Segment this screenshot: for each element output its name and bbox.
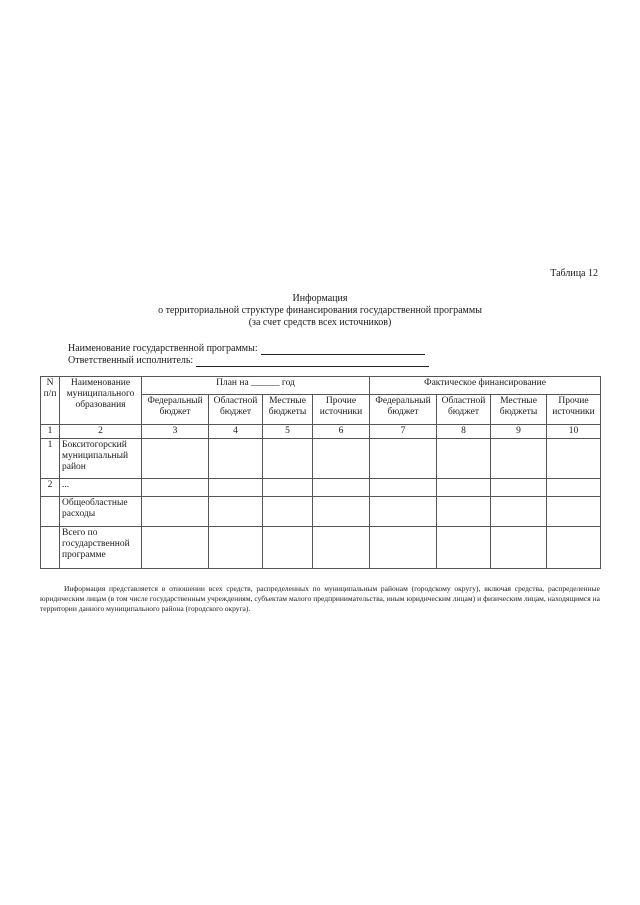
heading-title: Информация bbox=[292, 293, 348, 304]
data-cell[interactable] bbox=[263, 479, 313, 497]
row-num: 1 bbox=[41, 439, 60, 479]
executor-row bbox=[68, 355, 429, 367]
row-name: Бокситогорский муниципальный район bbox=[60, 439, 142, 479]
data-cell[interactable] bbox=[142, 497, 209, 527]
header-plan-group: План на ______ год bbox=[142, 377, 370, 395]
index-cell: 1 bbox=[41, 425, 60, 439]
data-cell[interactable] bbox=[313, 479, 370, 497]
index-cell: 8 bbox=[437, 425, 491, 439]
index-cell: 6 bbox=[313, 425, 370, 439]
data-cell[interactable] bbox=[370, 479, 437, 497]
data-cell[interactable] bbox=[263, 527, 313, 569]
data-cell[interactable] bbox=[370, 439, 437, 479]
header-plan-regional: Областной бюджет bbox=[209, 395, 263, 425]
table-row bbox=[41, 527, 601, 569]
data-cell[interactable] bbox=[142, 439, 209, 479]
row-name: Всего по государственной программе bbox=[60, 527, 142, 569]
data-cell[interactable] bbox=[370, 527, 437, 569]
data-cell[interactable] bbox=[263, 497, 313, 527]
footnote: Информация представляется в отношении всех средств, распределенных по муниципальным районам (городскому округу), включая средства, распределенные юридическим лицам (в том числе государственным учреждениям, субъектам малого предпринимательства, иным юридическим лицам) и физическим лицам, находящимся на территории данного муниципального района (городского округа). bbox=[40, 584, 600, 613]
data-cell[interactable] bbox=[491, 479, 547, 497]
data-cell[interactable] bbox=[313, 439, 370, 479]
index-cell: 3 bbox=[142, 425, 209, 439]
data-cell[interactable] bbox=[547, 497, 601, 527]
header-fact-federal: Федеральный бюджет bbox=[370, 395, 437, 425]
data-cell[interactable] bbox=[547, 439, 601, 479]
data-cell[interactable] bbox=[209, 497, 263, 527]
header-fact-other: Прочие источники bbox=[547, 395, 601, 425]
data-cell[interactable] bbox=[491, 527, 547, 569]
heading-subtitle: о территориальной структуре финансирования государственной программы bbox=[158, 305, 482, 316]
data-cell[interactable] bbox=[209, 439, 263, 479]
data-cell[interactable] bbox=[437, 497, 491, 527]
data-cell[interactable] bbox=[370, 497, 437, 527]
row-num: 2 bbox=[41, 479, 60, 497]
index-cell: 5 bbox=[263, 425, 313, 439]
row-name: Общеобластные расходы bbox=[60, 497, 142, 527]
index-cell: 2 bbox=[60, 425, 142, 439]
header-plan-federal: Федеральный бюджет bbox=[142, 395, 209, 425]
data-cell[interactable] bbox=[142, 479, 209, 497]
header-municipality: Наименование муниципального образования bbox=[60, 377, 142, 425]
table-row bbox=[41, 479, 601, 497]
data-cell[interactable] bbox=[437, 479, 491, 497]
heading-note: (за счет средств всех источников) bbox=[248, 317, 392, 328]
program-name-label: Наименование государственной программы: bbox=[68, 343, 258, 354]
data-cell[interactable] bbox=[142, 527, 209, 569]
executor-label: Ответственный исполнитель: bbox=[68, 355, 194, 366]
program-name-blank[interactable] bbox=[261, 344, 425, 355]
header-num: N п/п bbox=[41, 377, 60, 425]
row-num bbox=[41, 497, 60, 527]
index-cell: 9 bbox=[491, 425, 547, 439]
data-cell[interactable] bbox=[437, 439, 491, 479]
data-cell[interactable] bbox=[547, 527, 601, 569]
row-name: ... bbox=[60, 479, 142, 497]
data-cell[interactable] bbox=[437, 527, 491, 569]
table-row bbox=[41, 497, 601, 527]
form-fields bbox=[68, 343, 429, 367]
financing-table bbox=[40, 376, 601, 569]
data-cell[interactable] bbox=[491, 497, 547, 527]
header-fact-regional: Областной бюджет bbox=[437, 395, 491, 425]
data-cell[interactable] bbox=[209, 527, 263, 569]
header-fact-local: Местные бюджеты bbox=[491, 395, 547, 425]
index-row bbox=[41, 425, 601, 439]
index-cell: 7 bbox=[370, 425, 437, 439]
header-plan-other: Прочие источники bbox=[313, 395, 370, 425]
header-fact-group: Фактическое финансирование bbox=[370, 377, 601, 395]
document-heading bbox=[0, 293, 640, 329]
row-num bbox=[41, 527, 60, 569]
executor-blank[interactable] bbox=[196, 356, 429, 367]
data-cell[interactable] bbox=[209, 479, 263, 497]
table-row bbox=[41, 439, 601, 479]
header-plan-local: Местные бюджеты bbox=[263, 395, 313, 425]
data-cell[interactable] bbox=[263, 439, 313, 479]
program-name-row bbox=[68, 343, 429, 355]
data-cell[interactable] bbox=[313, 527, 370, 569]
data-cell[interactable] bbox=[491, 439, 547, 479]
data-cell[interactable] bbox=[313, 497, 370, 527]
index-cell: 4 bbox=[209, 425, 263, 439]
table-number-label: Таблица 12 bbox=[550, 268, 598, 279]
data-cell[interactable] bbox=[547, 479, 601, 497]
index-cell: 10 bbox=[547, 425, 601, 439]
